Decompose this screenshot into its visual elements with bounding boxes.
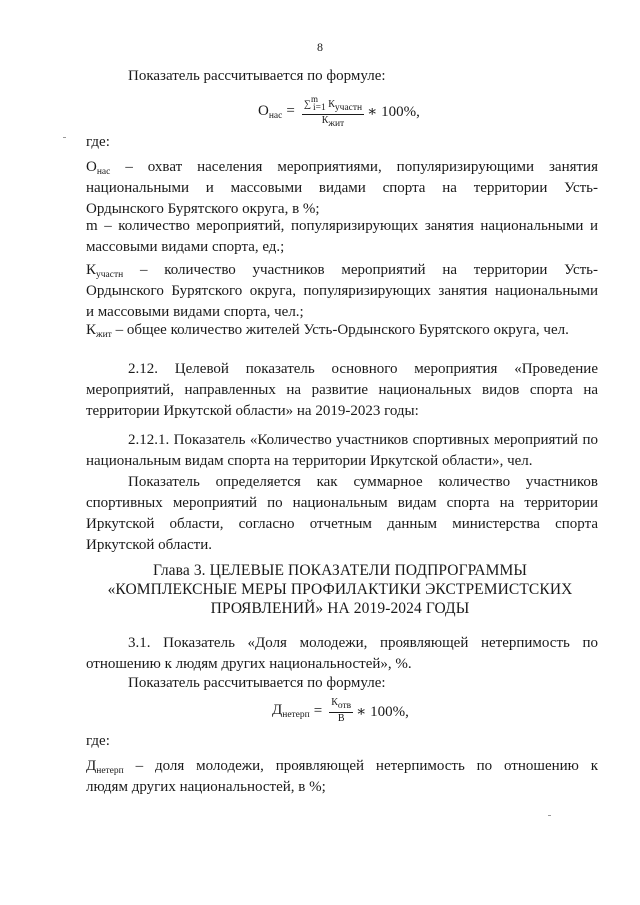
where-label: где: <box>86 134 110 150</box>
definition-line: $К_{жит}$ – общее количество жителей Усть-Ордынского Бурятского округа, чел. <box>86 322 569 340</box>
paragraph-definition: спортивных мероприятий по национальным видам спорта на территории <box>86 495 598 511</box>
chapter-heading: Глава 3. ЦЕЛЕВЫЕ ПОКАЗАТЕЛИ ПОДПРОГРАММЫ <box>152 562 528 579</box>
definition-line: Ордынского Бурятского округа, популяризирующих занятия национальными <box>86 283 598 299</box>
paragraph-3-1: 3.1. Показатель «Доля молодежи, проявляющей нетерпимость по <box>128 635 598 651</box>
chapter-heading: ПРОЯВЛЕНИЙ» НА 2019-2024 ГОДЫ <box>210 600 470 617</box>
formula-fraction <box>329 697 353 725</box>
formula-coverage <box>258 93 420 130</box>
formula-fraction <box>302 93 364 130</box>
formula-tail: ∗ 100%, <box>356 703 409 720</box>
formula-intro: Показатель рассчитывается по формуле: <box>128 675 386 691</box>
definition-line: людям других национальностей, в %; <box>86 779 326 795</box>
page-number: 8 <box>317 40 323 54</box>
formula-numerator: ∑mi=1 Кучастн <box>303 94 363 113</box>
definition-line: национальными и массовыми видами спорта на территории Усть- <box>86 180 598 196</box>
paragraph-2-12: мероприятий, направленных на развитие национальных видов спорта на <box>86 382 598 398</box>
definition-line: $О_{нас}$ – охват населения мероприятиями, популяризирующими занятия <box>86 159 598 177</box>
formula-denominator: Кжит <box>321 115 345 129</box>
paragraph-2-12: 2.12. Целевой показатель основного мероприятия «Проведение <box>128 361 598 377</box>
paragraph-2-12: территории Иркутской области» на 2019-2023 годы: <box>86 403 419 419</box>
scan-mark <box>63 137 66 138</box>
formula-lhs: $Д_{нетерп}$ <box>272 702 310 720</box>
definition-line: и массовыми видами спорта, чел.; <box>86 304 304 320</box>
paragraph-2-12-1: национальным видам спорта на территории Иркутской области», чел. <box>86 453 533 469</box>
paragraph-definition: Иркутской области. <box>86 537 212 553</box>
formula-share <box>272 697 409 725</box>
definition-line: $Д_{нетерп}$ – доля молодежи, проявляющей нетерпимость по отношению к <box>86 758 598 776</box>
where-label: где: <box>86 733 110 749</box>
paragraph-definition: Иркутской области, согласно отчетным данным министерства спорта <box>86 516 598 532</box>
scan-mark <box>548 815 551 816</box>
formula-tail: ∗ 100%, <box>367 104 420 120</box>
definition-line: m – количество мероприятий, популяризирующих занятия национальными и <box>86 218 598 234</box>
chapter-heading: «КОМПЛЕКСНЫЕ МЕРЫ ПРОФИЛАКТИКИ ЭКСТРЕМИСТСКИХ <box>107 581 573 598</box>
formula-lhs: $О_{нас}$ <box>258 102 283 121</box>
paragraph-definition: Показатель определяется как суммарное количество участников <box>128 474 598 490</box>
formula-numerator: Котв <box>331 697 352 711</box>
definition-line: Ордынского Бурятского округа, в %; <box>86 201 320 217</box>
paragraph-3-1: отношению к людям других национальностей», %. <box>86 656 412 672</box>
definition-line: $К_{участн}$ – количество участников мероприятий на территории Усть- <box>86 262 598 280</box>
definition-line: массовыми видами спорта, ед.; <box>86 239 285 255</box>
formula-intro: Показатель рассчитывается по формуле: <box>128 68 386 84</box>
paragraph-2-12-1: 2.12.1. Показатель «Количество участников спортивных мероприятий по <box>128 432 598 448</box>
equals-sign: = <box>286 103 295 119</box>
formula-denominator: В <box>337 713 345 724</box>
equals-sign: = <box>313 702 323 719</box>
